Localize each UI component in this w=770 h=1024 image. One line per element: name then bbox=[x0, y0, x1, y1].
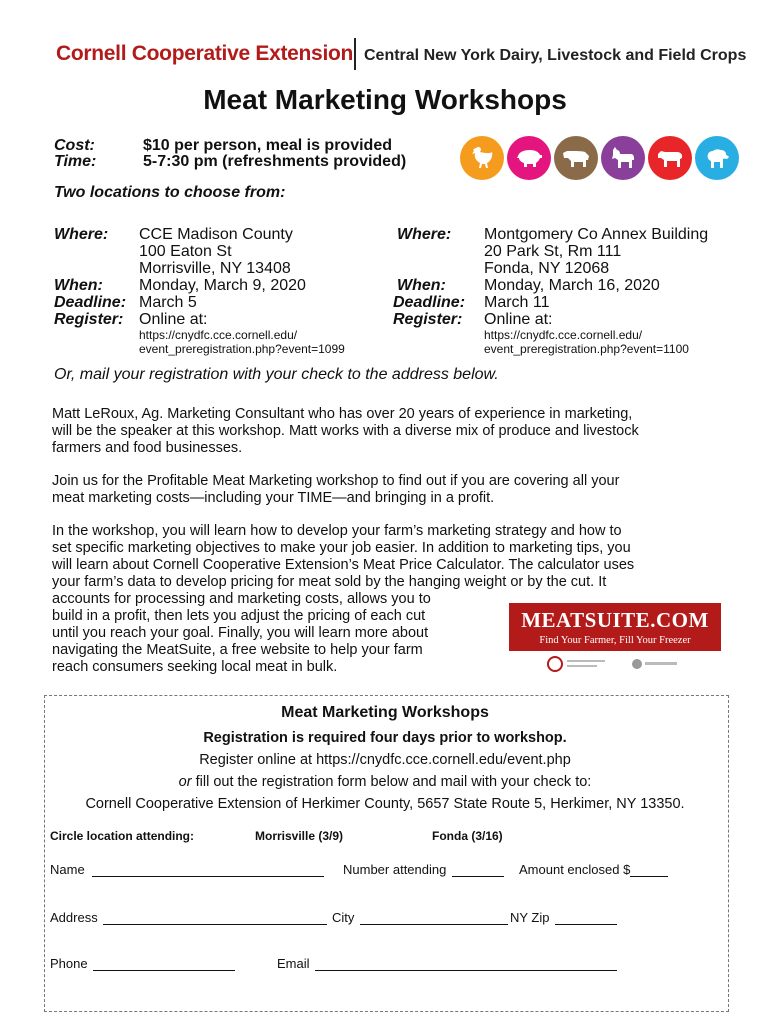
mail-note: Or, mail your registration with your check to the address below. bbox=[54, 366, 499, 383]
paragraph-line: until you reach your goal. Finally, you will learn more about bbox=[52, 625, 429, 641]
paragraph-line: Matt LeRoux, Ag. Marketing Consultant who has over 20 years of experience in marketing, bbox=[52, 406, 633, 422]
program-name: Central New York Dairy, Livestock and Field Crops bbox=[364, 47, 747, 64]
registration-mail-line bbox=[0, 774, 770, 790]
location-fonda bbox=[0, 0, 770, 360]
number-attending-line[interactable] bbox=[452, 863, 504, 877]
speaker-paragraph bbox=[52, 406, 724, 457]
name-field[interactable] bbox=[50, 862, 324, 877]
when-value: Monday, March 9, 2020 bbox=[139, 277, 306, 294]
partner-logo-icon bbox=[632, 659, 642, 669]
deadline-label: Deadline: bbox=[54, 294, 127, 311]
name-line[interactable] bbox=[92, 863, 324, 877]
paragraph-line: will be the speaker at this workshop. Matt works with a diverse mix of produce and livestock bbox=[52, 423, 639, 439]
city-field[interactable] bbox=[332, 910, 508, 925]
meatsuite-name: MEATSUITE.COM bbox=[521, 608, 709, 632]
address-line-2: 20 Park St, Rm 111 bbox=[484, 243, 622, 260]
option-fonda[interactable]: Fonda (3/16) bbox=[432, 829, 503, 843]
address-line[interactable] bbox=[103, 911, 327, 925]
partner-logos bbox=[545, 655, 725, 673]
meatsuite-banner[interactable] bbox=[509, 603, 721, 651]
email-line[interactable] bbox=[315, 957, 617, 971]
option-morrisville[interactable]: Morrisville (3/9) bbox=[255, 829, 344, 843]
where-label: Where: bbox=[54, 226, 109, 243]
cost-label: Cost: bbox=[54, 137, 95, 154]
meatsuite-tagline: Find Your Farmer, Fill Your Freezer bbox=[539, 635, 691, 646]
paragraph-line: farmers and food businesses. bbox=[52, 440, 243, 456]
zip-line[interactable] bbox=[555, 911, 617, 925]
deadline-label: Deadline: bbox=[393, 294, 466, 311]
email-label: Email bbox=[277, 956, 310, 971]
or-word: or bbox=[178, 774, 192, 790]
paragraph-line: your farm’s data to develop pricing for meat sold by the hanging weight or by the cut. It bbox=[52, 574, 607, 590]
paragraph-line: accounts for processing and marketing costs, allows you to bbox=[52, 591, 431, 607]
address-field[interactable] bbox=[50, 910, 327, 925]
paragraph-line: build in a profit, then lets you adjust the pricing of each cut bbox=[52, 608, 426, 624]
registration-title: Meat Marketing Workshops bbox=[281, 704, 489, 721]
paragraph-line: will learn about Cornell Cooperative Extension’s Meat Price Calculator. The calculator uses bbox=[52, 557, 635, 573]
deadline-value: March 11 bbox=[484, 294, 550, 311]
registration-address: Cornell Cooperative Extension of Herkimer County, 5657 State Route 5, Herkimer, NY 13350. bbox=[85, 796, 685, 812]
registration-online: Register online at https://cnydfc.cce.cornell.edu/event.php bbox=[199, 752, 571, 768]
registration-required: Registration is required four days prior to workshop. bbox=[203, 730, 567, 746]
address-line-1: CCE Madison County bbox=[139, 226, 293, 243]
locations-heading: Two locations to choose from: bbox=[54, 184, 286, 201]
time-value: 5-7:30 pm (refreshments provided) bbox=[143, 153, 407, 170]
phone-field[interactable] bbox=[50, 956, 235, 971]
register-label: Register: bbox=[54, 311, 124, 328]
mail-instructions: fill out the registration form below and mail with your check to: bbox=[191, 774, 592, 790]
name-label: Name bbox=[50, 862, 85, 877]
register-url-line-1[interactable]: https://cnydfc.cce.cornell.edu/ bbox=[139, 328, 298, 342]
deadline-value: March 5 bbox=[139, 294, 197, 311]
register-url-line-1[interactable]: https://cnydfc.cce.cornell.edu/ bbox=[484, 328, 643, 342]
amount-field[interactable] bbox=[519, 862, 668, 877]
when-value: Monday, March 16, 2020 bbox=[484, 277, 660, 294]
page-title: Meat Marketing Workshops bbox=[203, 84, 567, 115]
number-attending-field[interactable] bbox=[343, 862, 504, 877]
address-line-3: Morrisville, NY 13408 bbox=[139, 260, 291, 277]
paragraph-line: In the workshop, you will learn how to develop your farm’s marketing strategy and how to bbox=[52, 523, 622, 539]
cornell-seal-icon bbox=[548, 657, 562, 671]
address-label: Address bbox=[50, 910, 98, 925]
address-line-2: 100 Eaton St bbox=[139, 243, 232, 260]
city-line[interactable] bbox=[360, 911, 508, 925]
register-value: Online at: bbox=[484, 311, 553, 328]
circle-location-label: Circle location attending: bbox=[50, 829, 195, 843]
brand-name: Cornell Cooperative Extension bbox=[56, 42, 354, 65]
register-label: Register: bbox=[393, 311, 463, 328]
address-line-3: Fonda, NY 12068 bbox=[484, 260, 610, 277]
time-label: Time: bbox=[54, 153, 97, 170]
amount-label: Amount enclosed $ bbox=[519, 862, 631, 877]
paragraph-line: set specific marketing objectives to make your job easier. In addition to marketing tips, you bbox=[52, 540, 631, 556]
paragraph-line: Join us for the Profitable Meat Marketing workshop to find out if you are covering all your bbox=[52, 473, 620, 489]
number-attending-label: Number attending bbox=[343, 862, 447, 877]
paragraph-line: navigating the MeatSuite, a free website to help your farm bbox=[52, 642, 423, 658]
register-value: Online at: bbox=[139, 311, 208, 328]
city-label: City bbox=[332, 910, 355, 925]
workshop-paragraph bbox=[52, 523, 724, 676]
when-label: When: bbox=[54, 277, 103, 294]
email-field[interactable] bbox=[277, 956, 617, 971]
when-label: When: bbox=[397, 277, 446, 294]
address-line-1: Montgomery Co Annex Building bbox=[484, 226, 709, 243]
where-label: Where: bbox=[397, 226, 452, 243]
zip-label: NY Zip bbox=[510, 910, 550, 925]
paragraph-line: meat marketing costs—including your TIME—and bringing in a profit. bbox=[52, 490, 495, 506]
register-url-line-2[interactable]: event_preregistration.php?event=1100 bbox=[484, 342, 689, 356]
amount-line[interactable] bbox=[630, 863, 668, 877]
paragraph-line: reach consumers seeking local meat in bulk. bbox=[52, 659, 338, 675]
join-paragraph bbox=[52, 473, 724, 507]
register-url-line-2[interactable]: event_preregistration.php?event=1099 bbox=[139, 342, 345, 356]
cost-value: $10 per person, meal is provided bbox=[143, 137, 392, 154]
phone-label: Phone bbox=[50, 956, 88, 971]
zip-field[interactable] bbox=[510, 910, 617, 925]
phone-line[interactable] bbox=[93, 957, 235, 971]
